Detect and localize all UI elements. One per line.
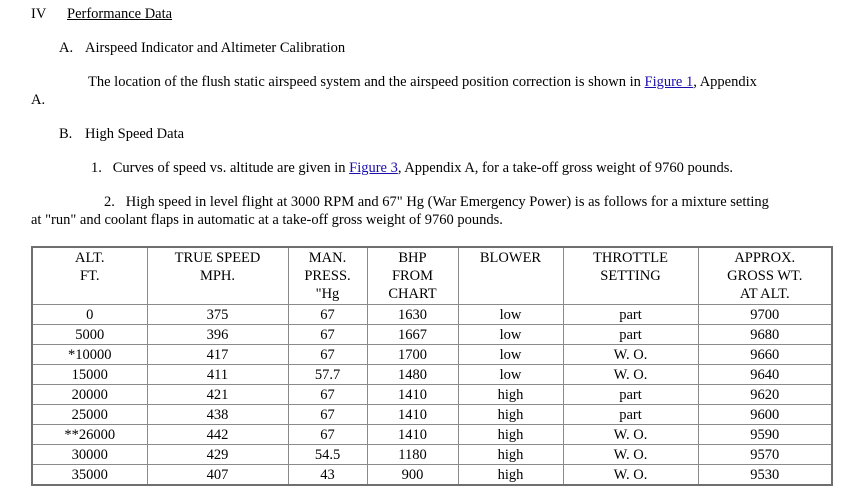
table-row [32,325,832,345]
table-cell: 9680 [698,325,832,345]
table-row [32,365,832,385]
table-cell: part [563,405,698,425]
table-cell: 421 [147,385,288,405]
subsection-b-label: B. [59,126,73,142]
table-cell: *10000 [32,345,147,365]
table-cell: 5000 [32,325,147,345]
table-cell: 9700 [698,305,832,325]
table-cell: W. O. [563,465,698,486]
table-header-row [32,247,832,305]
subsection-b-title: High Speed Data [85,126,185,142]
col-header-alt: ALT. FT. [32,247,147,305]
table-row [32,385,832,405]
table-cell: W. O. [563,445,698,465]
paragraph-text: The location of the flush static airspeed system and the airspeed position correction is shown in [88,74,645,90]
table-cell: low [458,305,563,325]
table-cell: 67 [288,305,367,325]
table-cell: 20000 [32,385,147,405]
table-cell: 1667 [367,325,458,345]
col-header-man-press: MAN. PRESS. "Hg [288,247,367,305]
paragraph-wrap-text: A. [31,92,46,108]
table-cell: 1410 [367,385,458,405]
table-cell: 438 [147,405,288,425]
table-cell: part [563,325,698,345]
table-cell: 375 [147,305,288,325]
col-header-bhp: BHP FROM CHART [367,247,458,305]
table-cell: 900 [367,465,458,486]
table-cell: 1480 [367,365,458,385]
table-cell: 57.7 [288,365,367,385]
table-cell: high [458,385,563,405]
table-cell: 67 [288,345,367,365]
table-row [32,305,832,325]
table-cell: part [563,305,698,325]
subsection-a-title: Airspeed Indicator and Altimeter Calibration [85,40,346,56]
table-row [32,425,832,445]
figure-1-link[interactable]: Figure 1 [644,74,694,90]
table-cell: 442 [147,425,288,445]
table-row [32,345,832,365]
table-cell: low [458,325,563,345]
item-1-paragraph [91,160,733,177]
table-cell: 35000 [32,465,147,486]
table-cell: 1410 [367,425,458,445]
table-cell: 54.5 [288,445,367,465]
item-1-text: 1. Curves of speed vs. altitude are given in [91,160,350,176]
table-cell: 67 [288,325,367,345]
item-1-text-end: , Appendix A, for a take-off gross weight of 9760 pounds. [397,160,734,176]
table-cell: 1630 [367,305,458,325]
paragraph-text-end: , Appendix [693,74,757,90]
table-cell: 396 [147,325,288,345]
table-cell: 9660 [698,345,832,365]
table-cell: 9570 [698,445,832,465]
table-cell: 1410 [367,405,458,425]
section-title: Performance Data [67,6,173,22]
table-cell: 0 [32,305,147,325]
table-cell: 67 [288,425,367,445]
figure-3-link[interactable]: Figure 3 [349,160,398,176]
table-cell: 417 [147,345,288,365]
table-cell: 43 [288,465,367,486]
item-2-line-2: at "run" and coolant flaps in automatic at a take-off gross weight of 9760 pounds. [31,212,503,228]
table-cell: low [458,345,563,365]
table-cell: 407 [147,465,288,486]
table-cell: 411 [147,365,288,385]
table-row [32,405,832,425]
performance-table [31,246,833,486]
table-cell: 9620 [698,385,832,405]
table-cell: high [458,465,563,486]
col-header-throttle: THROTTLE SETTING [563,247,698,305]
subsection-a-paragraph [88,74,757,91]
table-cell: **26000 [32,425,147,445]
table-cell: low [458,365,563,385]
table-cell: W. O. [563,425,698,445]
table-cell: 429 [147,445,288,465]
item-2-line-1: 2. High speed in level flight at 3000 RPM and 67" Hg (War Emergency Power) is as follows for a mixture setting [104,194,769,210]
col-header-gross-wt: APPROX. GROSS WT. AT ALT. [698,247,832,305]
table-cell: 25000 [32,405,147,425]
table-cell: part [563,385,698,405]
table-cell: 9640 [698,365,832,385]
col-header-blower: BLOWER [458,247,563,305]
table-cell: W. O. [563,365,698,385]
col-header-true-speed: TRUE SPEED MPH. [147,247,288,305]
table-cell: high [458,445,563,465]
subsection-a-label: A. [59,40,74,56]
section-numeral: IV [31,6,47,22]
table-cell: 30000 [32,445,147,465]
table-cell: 9600 [698,405,832,425]
table-cell: 15000 [32,365,147,385]
table-cell: high [458,425,563,445]
table-cell: 67 [288,385,367,405]
table-cell: 1700 [367,345,458,365]
table-cell: 1180 [367,445,458,465]
table-cell: 67 [288,405,367,425]
table-cell: W. O. [563,345,698,365]
table-row [32,445,832,465]
table-cell: high [458,405,563,425]
table-cell: 9590 [698,425,832,445]
table-cell: 9530 [698,465,832,486]
table-row [32,465,832,486]
